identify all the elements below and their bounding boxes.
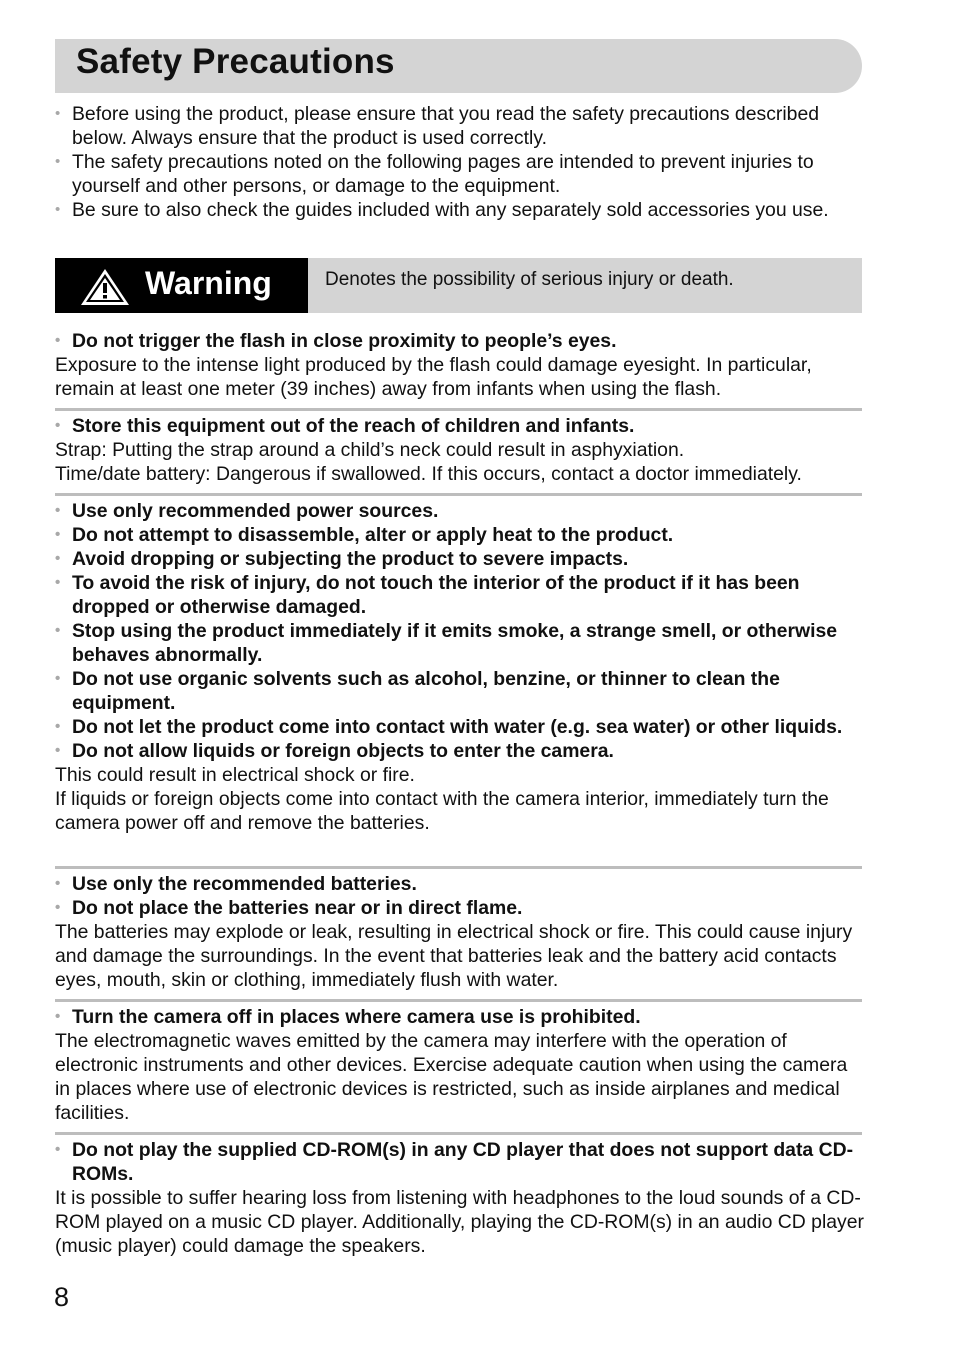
precaution-text: Time/date battery: Dangerous if swallowed. If this occurs, contact a doctor immediately. [55,463,802,485]
bullet-icon: • [55,502,61,519]
precaution-bullet: • Do not let the product come into contact with water (e.g. sea water) or other liquids. [55,716,843,738]
bullet-icon: • [55,105,61,122]
precaution-section [55,1138,865,1258]
warning-label [55,258,308,313]
precaution-text: It is possible to suffer hearing loss from listening with headphones to the loud sounds of a CD-ROM played on a music CD player. Additionally, playing the CD-ROM(s) in an audio CD player (music player) could damage the speakers. [55,1187,864,1257]
precaution-bullet: • Do not use organic solvents such as alcohol, benzine, or thinner to clean the equipment. [55,668,780,714]
warning-triangle-icon [79,267,131,307]
precaution-section [55,872,865,992]
intro-item: • Before using the product, please ensure that you read the safety precautions described below. Always ensure that the product is used correctly. [55,103,820,149]
precaution-text: This could result in electrical shock or fire. [55,764,415,786]
precaution-bullet: • Stop using the product immediately if it emits smoke, a strange smell, or otherwise behaves abnormally. [55,620,838,666]
bullet-icon: • [55,201,61,218]
section-divider [55,999,862,1002]
precaution-bullet: • Avoid dropping or subjecting the product to severe impacts. [55,548,629,570]
bullet-icon: • [55,742,61,759]
precaution-bullet: • Do not attempt to disassemble, alter or apply heat to the product. [55,524,674,546]
precaution-bullet: • Do not place the batteries near or in direct flame. [55,897,523,919]
precaution-bullet: • To avoid the risk of injury, do not touch the interior of the product if it has been dropped or otherwise damaged. [55,572,800,618]
bullet-icon: • [55,153,61,170]
precaution-bullet: • Use only the recommended batteries. [55,873,417,895]
bullet-icon: • [55,1008,61,1025]
precaution-section [55,499,865,835]
precaution-text: If liquids or foreign objects come into contact with the camera interior, immediately turn the camera power off and remove the batteries. [55,788,829,834]
title-bar [55,39,862,93]
intro-item: • The safety precautions noted on the following pages are intended to prevent injuries to yourself and other persons, or damage to the equipment. [55,151,814,197]
warning-banner [55,258,862,313]
precaution-bullet: • Use only recommended power sources. [55,500,439,522]
page-number: 8 [54,1282,70,1312]
section-divider [55,493,862,496]
bullet-icon: • [55,417,61,434]
warning-description: Denotes the possibility of serious injury or death. [325,269,734,290]
bullet-icon: • [55,622,61,639]
precaution-text: The electromagnetic waves emitted by the camera may interfere with the operation of electronic instruments and other devices. Exercise adequate caution when using the camera in places where use of electronic devices is restricted, such as inside airplanes and medical facilities. [55,1030,848,1124]
warning-title: Warning [145,265,272,301]
precaution-bullet: • Do not allow liquids or foreign objects to enter the camera. [55,740,614,762]
bullet-icon: • [55,1141,61,1158]
intro-item: • Be sure to also check the guides included with any separately sold accessories you use. [55,199,829,221]
intro-list [55,102,865,222]
bullet-icon: • [55,670,61,687]
precaution-section [55,414,865,486]
bullet-icon: • [55,875,61,892]
precaution-bullet: • Do not play the supplied CD-ROM(s) in any CD player that does not support data CD-ROMs. [55,1139,854,1185]
section-divider [55,408,862,411]
precaution-text: Exposure to the intense light produced by the flash could damage eyesight. In particular, remain at least one meter (39 inches) away from infants when using the flash. [55,354,812,400]
section-divider [55,1132,862,1135]
precaution-bullet: • Store this equipment out of the reach of children and infants. [55,415,635,437]
bullet-icon: • [55,718,61,735]
precaution-text: The batteries may explode or leak, resulting in electrical shock or fire. This could cause injury and damage the surroundings. In the event that batteries leak and the battery acid contacts eyes, mouth, skin or clothing, immediately flush with water. [55,921,853,991]
precaution-text: Strap: Putting the strap around a child’s neck could result in asphyxiation. [55,439,685,461]
precaution-bullet: • Turn the camera off in places where camera use is prohibited. [55,1006,641,1028]
precaution-section [55,1005,865,1125]
bullet-icon: • [55,332,61,349]
bullet-icon: • [55,526,61,543]
bullet-icon: • [55,550,61,567]
section-divider [55,866,862,869]
precaution-bullet: • Do not trigger the flash in close proximity to people’s eyes. [55,330,617,352]
page-title: Safety Precautions [76,42,395,81]
precaution-section [55,329,865,401]
bullet-icon: • [55,899,61,916]
bullet-icon: • [55,574,61,591]
